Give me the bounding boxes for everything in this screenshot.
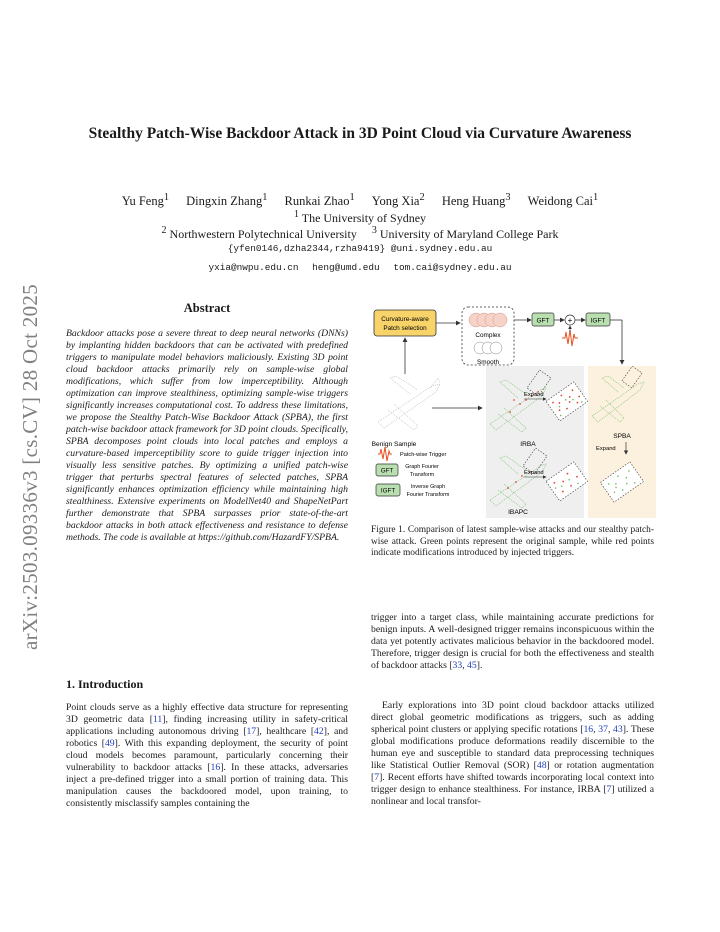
svg-text:Transform: Transform: [409, 472, 435, 478]
email-line-2: [68, 261, 652, 274]
right-paragraph-1: trigger into a target class, while maintaining accurate predictions for benign inputs. A well-designed trigger remains inconspicuous within the data yet potently activates malicious behavior in the backdoored model. Therefore, trigger design is crucial for both the effectiveness and stealth of backdoor attacks [33, 45].: [371, 612, 654, 671]
citation-link[interactable]: 37: [598, 724, 608, 735]
legend: [376, 447, 450, 498]
legend-trigger-label: Patch-wise Trigger: [400, 452, 447, 458]
intro-heading: 1. Introduction: [66, 677, 144, 691]
curvature-box: [374, 310, 436, 336]
smooth-patches: [474, 342, 502, 354]
figure-1-diagram: [370, 304, 656, 518]
citation-link[interactable]: 17: [246, 726, 257, 737]
author: Weidong Cai$^1$: [527, 192, 599, 209]
abstract-text: Backdoor attacks pose a severe threat to deep neural networks (DNNs) by implanting hidden backdoors that can be activated with predefined triggers to manipulate model behaviors maliciously. Existing 3D point cloud backdoor attacks primarily rely on sample-wise global modifications, which suffer from low imperceptibility. Although optimization can improve stealthiness, optimizing sample-wise triggers significantly increases computational cost. To address these limitations, we propose the Stealthy Patch-Wise Backdoor Attack (SPBA), the first patch-wise backdoor attack framework for 3D point clouds. Specifically, SPBA decomposes point clouds into local patches and employs a curvature-based imperceptibility score to guide trigger injection into visually less sensitive patches. By optimizing a unified patch-wise trigger that perturbs spectral features of selected patches, SPBA significantly enhances optimization efficiency while maintaining high stealthiness. Extensive experiments on ModelNet40 and ShapeNetPart further demonstrate that SPBA surpasses prior state-of-the-art backdoor attacks in both attack effectiveness and resistance to defense methods. The code is available at https://github.com/HazardFY/SPBA.: [66, 328, 348, 543]
abstract-heading: Abstract: [183, 301, 231, 315]
smooth-label: Smooth: [476, 359, 500, 366]
citation-link[interactable]: 7: [374, 772, 380, 783]
ibapc-label: IBAPC: [508, 509, 528, 516]
citation-link[interactable]: 43: [613, 724, 623, 735]
right-paragraph-2: Early explorations into 3D point cloud backdoor attacks utilized direct global geometric modifications as triggers, such as adding spherical point clusters or applying specific rotations [16, 37, 43]. These global modifications produce deformations readily discernible to the human eye and susceptible to standard data preprocessing techniques like Statistical Outlier Removal (SOR) [48] or rotation augmentation [7]. Recent efforts have shifted towards incorporating local context into trigger design to enhance stealthiness. For instance, IRBA [7] utilized a nonlinear and local transfor-: [371, 700, 655, 807]
complex-label: Complex: [475, 332, 501, 339]
irba-label: IRBA: [520, 441, 536, 448]
trigger-legend-icon: [378, 447, 392, 461]
citation-link[interactable]: 33: [452, 660, 463, 671]
citation-link[interactable]: 16: [210, 762, 221, 773]
citation-link[interactable]: 16: [583, 724, 594, 735]
citation-link[interactable]: 49: [104, 738, 115, 749]
figure-1: [370, 304, 656, 518]
expand-label: Expand: [524, 470, 544, 476]
affiliation-line-1: $^1$ The University of Sydney: [293, 209, 427, 225]
intro-paragraph: Point clouds serve as a highly effective data structure for representing 3D geometric data [11], finding increasing utility in safety-critical applications including autonomous driving [17], healthcare [42], and robotics [49]. With this expanding deployment, the security of point cloud models becomes paramount, particularly concerning their vulnerability to backdoor attacks [16]. In these attacks, adversaries inject a pre-defined trigger into a small portion of training data. This manipulation causes the backdoored model, upon training, to consistently misclassify samples containing the: [66, 702, 349, 809]
complex-patches: [469, 313, 507, 327]
svg-text:GFT: GFT: [380, 467, 394, 475]
svg-text:IGFT: IGFT: [380, 487, 396, 495]
email-line-1: {yfen0146,dzha2344,rzha9419} @uni.sydney.edu.au: [227, 243, 493, 254]
arxiv-stamp: [10, 262, 50, 672]
expand-label: Expand: [596, 446, 616, 452]
paper-title: Stealthy Patch-Wise Backdoor Attack in 3D Point Cloud via Curvature Awareness: [88, 125, 632, 142]
author: Heng Huang$^3$: [441, 192, 511, 209]
spba-label: SPBA: [613, 433, 631, 440]
email: tom.cai@sydney.edu.au: [393, 262, 512, 273]
citation-link[interactable]: 45: [467, 660, 477, 671]
svg-text:IGFT: IGFT: [590, 317, 606, 325]
expand-label: Expand: [524, 392, 544, 398]
author: Yong Xia$^2$: [371, 192, 425, 209]
email: yxia@nwpu.edu.cn: [208, 262, 299, 273]
curvature-box-label: Patch selection: [383, 325, 427, 332]
arxiv-id: arXiv:2503.09336v3 [cs.CV] 28 Oct 2025: [17, 283, 42, 651]
svg-text:Fourier Transform: Fourier Transform: [406, 492, 450, 498]
svg-text:Inverse Graph: Inverse Graph: [410, 484, 446, 490]
benign-airplane: [378, 376, 440, 430]
affiliation-line-2: $^2$ Northwestern Polytechnical University $^3$ University of Maryland College Park: [161, 225, 559, 241]
author: Dingxin Zhang$^1$: [186, 192, 268, 209]
figure-caption: Figure 1. Comparison of latest sample-wise attacks and our stealthy patch-wise attack. Green points represent the original sample, while red points indicate modifications introduced by injected triggers.: [371, 525, 654, 558]
svg-text:+: +: [567, 316, 573, 325]
citation-link[interactable]: 48: [536, 760, 547, 771]
citation-link[interactable]: 42: [314, 726, 324, 737]
trigger-signal-icon: [562, 330, 578, 346]
benign-sample-label: Benign Sample: [371, 441, 417, 448]
email: heng@umd.edu: [312, 262, 380, 273]
author: Runkai Zhao$^1$: [284, 192, 355, 209]
abstract-section: [66, 300, 348, 544]
svg-text:GFT: GFT: [536, 317, 550, 325]
svg-text:Graph Fourier: Graph Fourier: [405, 464, 439, 470]
author: Yu Feng$^1$: [121, 192, 170, 209]
curvature-box-label: Curvature-aware: [381, 316, 429, 323]
citation-link[interactable]: 11: [152, 714, 163, 725]
citation-link[interactable]: 7: [606, 784, 612, 795]
